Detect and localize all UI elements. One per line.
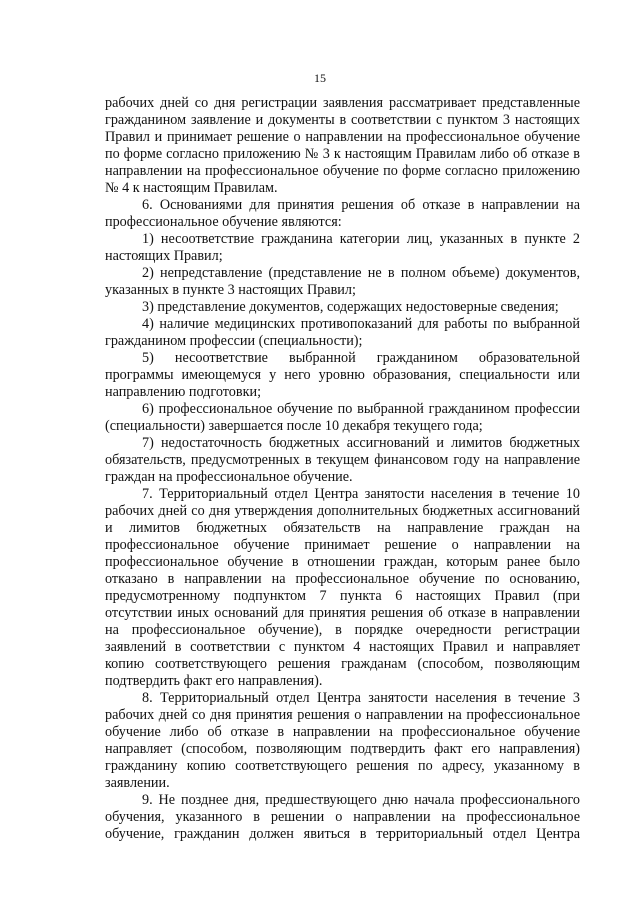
text-line: 5) несоответствие выбранной гражданином образовательной bbox=[142, 350, 580, 366]
text-line: направляет (способом, позволяющим подтвердить факт его направления) bbox=[105, 741, 580, 757]
text-line: подтвердить факт его направления). bbox=[105, 673, 323, 689]
text-line: 3) представление документов, содержащих недостоверные сведения; bbox=[142, 299, 559, 315]
text-line: обучения, указанного в решении о направлении на профессиональное bbox=[105, 809, 580, 825]
text-line: 6. Основаниями для принятия решения об отказе в направлении на bbox=[142, 197, 580, 213]
text-line: гражданином заявление и документы в соответствии с пунктом 3 настоящих bbox=[105, 112, 580, 128]
text-line: рабочих дней со дня принятия решения о направлении на профессиональное bbox=[105, 707, 580, 723]
text-line: направлении на профессиональное обучение по форме согласно приложению bbox=[105, 163, 580, 179]
text-line: отказано в направлении на профессиональное обучение по основанию, bbox=[105, 571, 580, 587]
text-line: гражданином профессии (специальности); bbox=[105, 333, 363, 349]
text-line: настоящих Правил; bbox=[105, 248, 223, 264]
page-number: 15 bbox=[314, 71, 326, 85]
text-line: гражданину копию соответствующего решения по адресу, указанному в bbox=[105, 758, 580, 774]
text-line: заявлений в соответствии с пунктом 4 настоящих Правил и направляет bbox=[105, 639, 580, 655]
text-line: (специальности) завершается после 10 декабря текущего года; bbox=[105, 418, 483, 434]
text-line: направлению подготовки; bbox=[105, 384, 262, 400]
text-line: и лимитов бюджетных обязательств на направление граждан на bbox=[105, 520, 580, 536]
text-line: профессиональное обучение принимает решение о направлении на bbox=[105, 537, 580, 553]
text-line: программы имеющемуся у него уровню образования, специальности или bbox=[105, 367, 580, 383]
text-line: обучение, гражданин должен явиться в территориальный отдел Центра bbox=[105, 826, 580, 842]
text-line: обязательств, предусмотренных в текущем финансовом году на направление bbox=[105, 452, 580, 468]
text-line: заявлении. bbox=[105, 775, 170, 791]
text-line: 6) профессиональное обучение по выбранной гражданином профессии bbox=[142, 401, 580, 417]
text-line: рабочих дней со дня утверждения дополнительных бюджетных ассигнований bbox=[105, 503, 580, 519]
text-line: Правил и принимает решение о направлении на профессиональное обучение bbox=[105, 129, 580, 145]
text-line: 7. Территориальный отдел Центра занятости населения в течение 10 bbox=[142, 486, 580, 502]
text-line: указанных в пункте 3 настоящих Правил; bbox=[105, 282, 356, 298]
text-line: рабочих дней со дня регистрации заявления рассматривает представленные bbox=[105, 95, 580, 111]
text-line: 7) недостаточность бюджетных ассигнований и лимитов бюджетных bbox=[142, 435, 580, 451]
text-line: № 4 к настоящим Правилам. bbox=[105, 180, 278, 196]
text-line: обучение либо об отказе в направлении на профессиональное обучение bbox=[105, 724, 580, 740]
text-line: отсутствии иных оснований для принятия решения об отказе в направлении bbox=[105, 605, 580, 621]
text-line: по форме согласно приложению № 3 к настоящим Правилам либо об отказе в bbox=[105, 146, 580, 162]
text-line: профессиональное обучение в отношении граждан, которым ранее было bbox=[105, 554, 580, 570]
text-line: 2) непредставление (представление не в полном объеме) документов, bbox=[142, 265, 580, 281]
text-line: граждан на профессиональное обучение. bbox=[105, 469, 353, 485]
text-line: 9. Не позднее дня, предшествующего дню начала профессионального bbox=[142, 792, 580, 808]
text-line: 1) несоответствие гражданина категории лиц, указанных в пункте 2 bbox=[142, 231, 580, 247]
text-line: 8. Территориальный отдел Центра занятости населения в течение 3 bbox=[142, 690, 580, 706]
text-line: предусмотренному подпунктом 7 пункта 6 настоящих Правил (при bbox=[105, 588, 580, 604]
text-line: на профессиональное обучение), в порядке очередности регистрации bbox=[105, 622, 580, 638]
text-line: копию соответствующего решения гражданам (способом, позволяющим bbox=[105, 656, 580, 672]
text-line: профессиональное обучение являются: bbox=[105, 214, 342, 230]
text-line: 4) наличие медицинских противопоказаний для работы по выбранной bbox=[142, 316, 580, 332]
